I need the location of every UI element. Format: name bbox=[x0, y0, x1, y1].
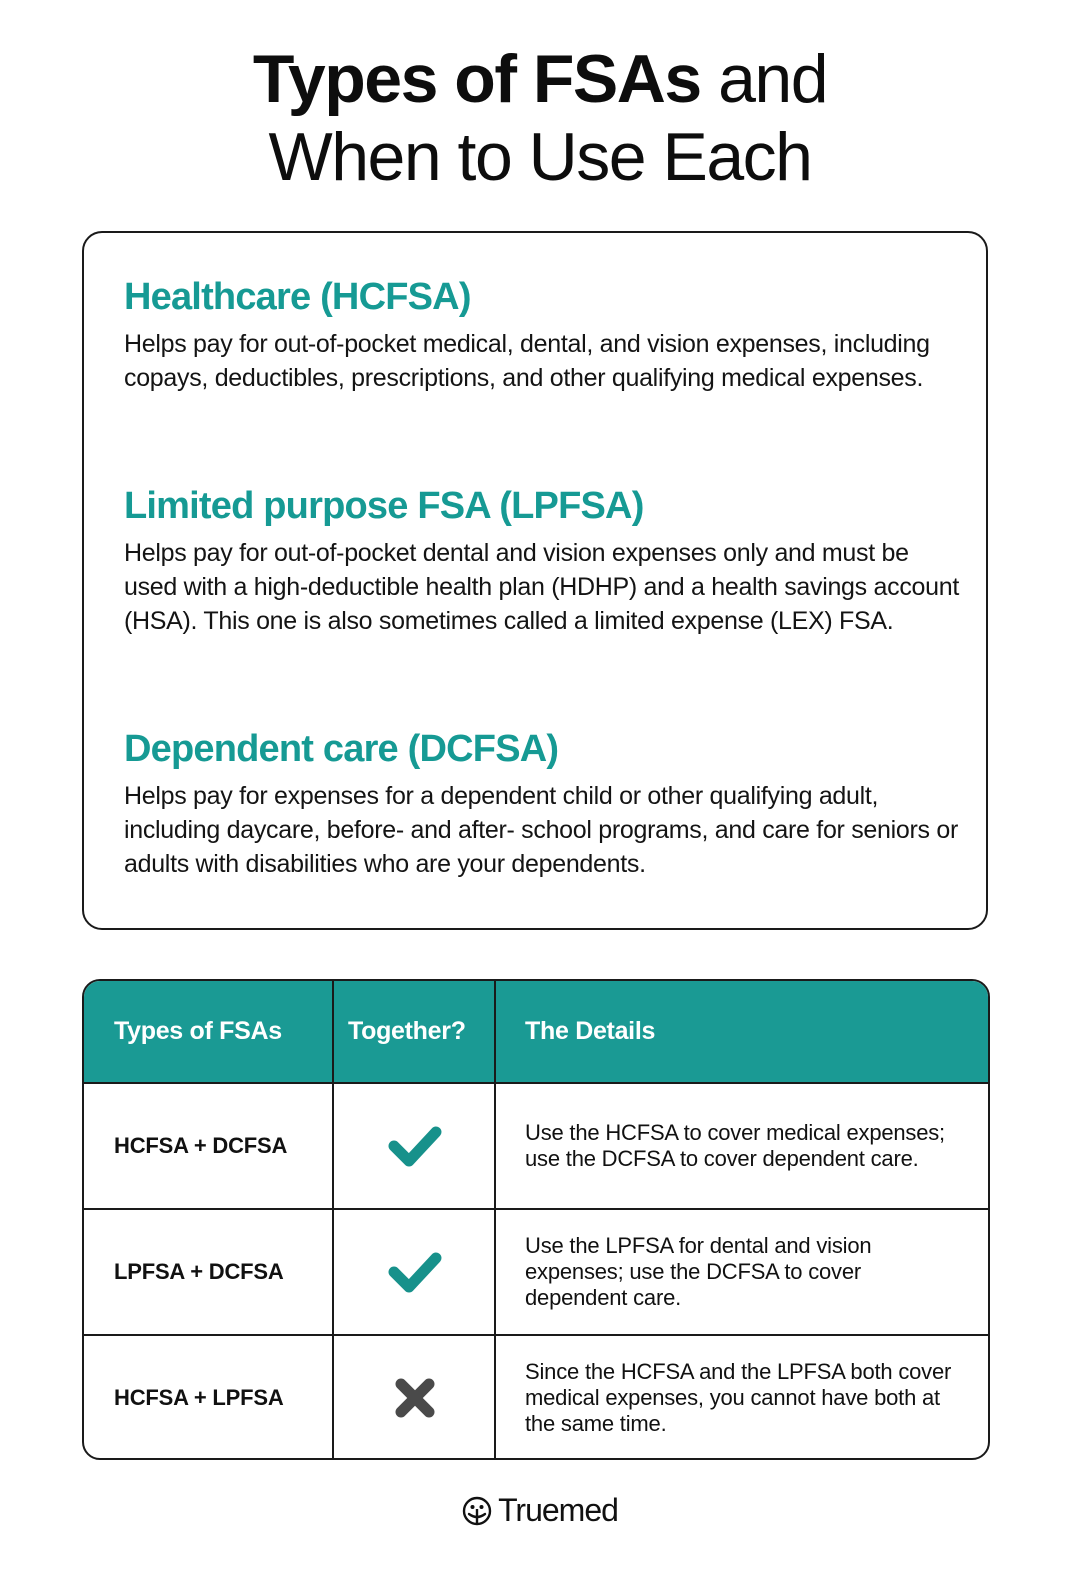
header-types: Types of FSAs bbox=[114, 1017, 282, 1045]
section-body: Helps pay for out-of-pocket medical, dental, and vision expenses, including copays, deductibles, prescriptions, and other qualifying medical expenses. bbox=[124, 330, 930, 392]
table-row bbox=[84, 1210, 988, 1336]
row-details: Use the HCFSA to cover medical expenses; use the DCFSA to cover dependent care. bbox=[525, 1120, 945, 1171]
section-heading: Dependent care (DCFSA) bbox=[124, 728, 559, 770]
table-header bbox=[84, 981, 988, 1084]
brand-logo bbox=[0, 1492, 1080, 1529]
section-body: Helps pay for expenses for a dependent child or other qualifying adult, including daycare, before- and after- school programs, and care for seniors or adults with disabilities who are your dependents. bbox=[124, 782, 958, 878]
fsa-types-card bbox=[82, 231, 988, 930]
header-together: Together? bbox=[348, 1017, 466, 1045]
brand-name: Truemed bbox=[498, 1492, 618, 1528]
check-icon bbox=[334, 1084, 496, 1208]
table-row bbox=[84, 1336, 988, 1460]
section-heading: Healthcare (HCFSA) bbox=[124, 276, 471, 318]
header-details: The Details bbox=[525, 1017, 656, 1045]
row-type: HCFSA + LPFSA bbox=[114, 1385, 284, 1410]
section-healthcare bbox=[124, 275, 964, 395]
table-row bbox=[84, 1084, 988, 1210]
fsa-comparison-table bbox=[82, 979, 990, 1460]
page-title bbox=[0, 40, 1080, 196]
title-light: and bbox=[700, 41, 828, 117]
section-limited-purpose bbox=[124, 484, 964, 638]
row-details: Use the LPFSA for dental and vision expenses; use the DCFSA to cover dependent care. bbox=[525, 1233, 872, 1310]
row-type: HCFSA + DCFSA bbox=[114, 1133, 288, 1158]
section-heading: Limited purpose FSA (LPFSA) bbox=[124, 485, 644, 527]
title-line2: When to Use Each bbox=[268, 119, 812, 195]
row-type: LPFSA + DCFSA bbox=[114, 1259, 284, 1284]
title-bold: Types of FSAs bbox=[252, 41, 701, 117]
section-dependent-care bbox=[124, 727, 964, 881]
truemed-logo-icon bbox=[462, 1496, 492, 1526]
section-body: Helps pay for out-of-pocket dental and vision expenses only and must be used with a high-deductible health plan (HDHP) and a health savings account (HSA). This one is also sometimes called a limited expense (LEX) FSA. bbox=[124, 539, 959, 635]
row-details: Since the HCFSA and the LPFSA both cover medical expenses, you cannot have both at the same time. bbox=[525, 1359, 952, 1436]
x-icon bbox=[334, 1336, 496, 1460]
check-icon bbox=[334, 1210, 496, 1334]
